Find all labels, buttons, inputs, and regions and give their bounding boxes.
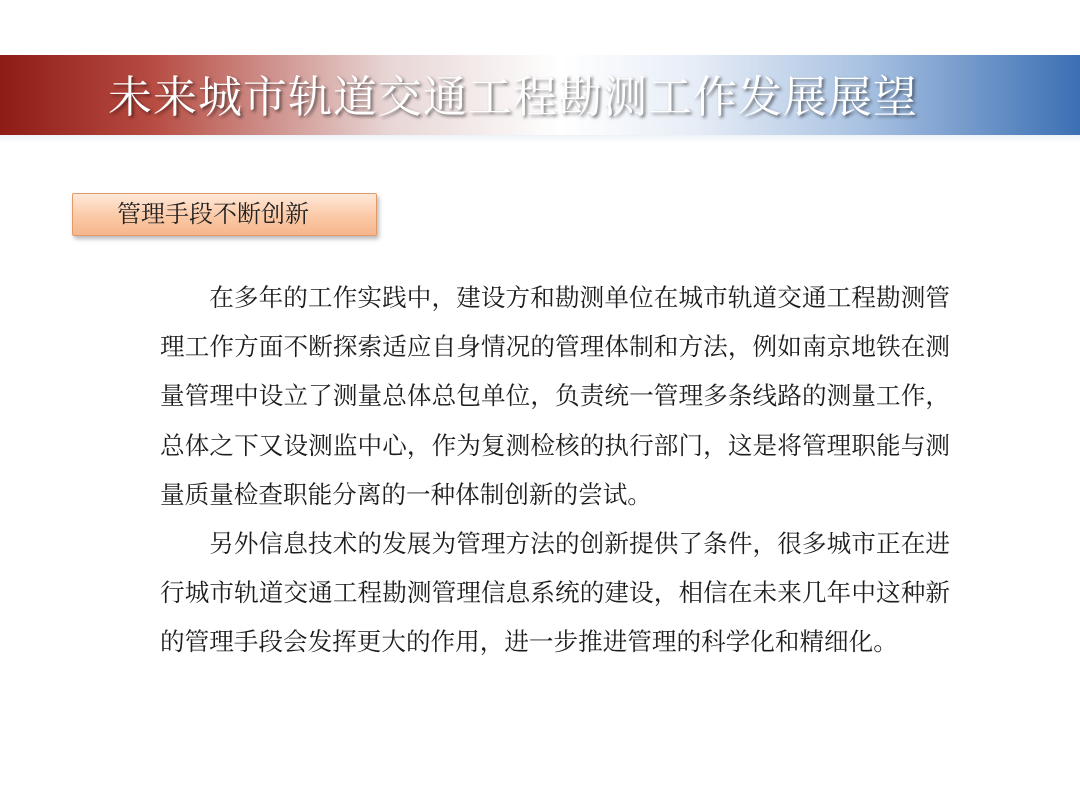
paragraph: 在多年的工作实践中，建设方和勘测单位在城市轨道交通工程勘测管理工作方面不断探索适应自身情况的管理体制和方法，例如南京地铁在测量管理中设立了测量总体总包单位，负责统一管理多条线路的测量工作，总体之下又设测监中心，作为复测检核的执行部门，这是将管理职能与测量质量检查职能分离的一种体制创新的尝试。 bbox=[160, 283, 950, 509]
section-label-box: 管理手段不断创新 bbox=[72, 193, 377, 236]
title-banner-shadow bbox=[0, 135, 1080, 143]
body-text bbox=[160, 273, 950, 667]
slide-title: 未来城市轨道交通工程勘测工作发展展望 bbox=[108, 72, 918, 123]
paragraph: 另外信息技术的发展为管理方法的创新提供了条件，很多城市正在进行城市轨道交通工程勘测管理信息系统的建设，相信在未来几年中这种新的管理手段会发挥更大的作用，进一步推进管理的科学化和精细化。 bbox=[160, 529, 950, 657]
